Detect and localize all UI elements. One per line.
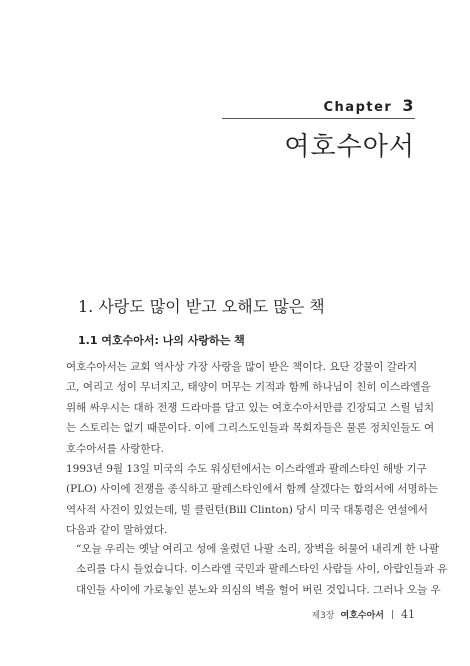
chapter-title: 여호수아서 [284,132,415,162]
page-number: 41 [401,608,415,621]
chapter-divider [222,118,415,119]
paragraph-line: 다음과 같이 말하였다. [66,524,168,537]
paragraph-line: (PLO) 사이에 전쟁을 종식하고 팔레스타인에서 함께 살겠다는 합의서에 서명하는 [66,483,438,496]
paragraph-line: 위해 싸우시는 대하 전쟁 드라마를 담고 있는 여호수아서만큼 긴장되고 스릴 넘치 [66,401,435,414]
quote-line: 소리를 다시 들었습니다. 이스라엘 국민과 팔레스타인 사람들 사이, 아랍인들과 유 [76,563,448,576]
paragraph-line: 호수아서를 사랑한다. [66,442,164,455]
paragraph-line: 는 스토리는 없기 때문이다. 이에 그리스도인들과 목회자들은 물론 정치인들도 여 [66,422,435,435]
quote-line: “오늘 우리는 옛날 여리고 성에 울렸던 나팔 소리, 장벽을 허물어 내리게 한 나팔 [76,543,440,555]
chapter-label [324,96,416,115]
footer-chapter: 제3장 [311,611,335,621]
footer-chapter-title: 여호수아서 [340,611,384,621]
paragraph-line: 1993년 9월 13일 미국의 수도 워싱턴에서는 이스라엘과 팔레스타인 해방 기구 [66,463,427,475]
block-quote [76,539,448,600]
footer-separator [392,610,393,619]
paragraph [66,357,435,459]
paragraph-line: 여호수아서는 교회 역사상 가장 사랑을 많이 받은 책이다. 요단 강물이 갈라지 [66,361,418,373]
quote-line: 대인들 사이에 가로놓인 분노와 의심의 벽을 헐어 버린 것입니다. 그러나 오늘 우 [76,583,441,596]
chapter-word: Chapter [323,100,393,115]
section-title: 1. 사랑도 많이 받고 오해도 많은 책 [78,297,325,316]
chapter-number: 3 [402,96,415,115]
subsection-title: 1.1 여호수아서: 나의 사랑하는 책 [78,334,245,347]
paragraph-line: 고, 여리고 성이 무너지고, 태양이 머무는 기적과 함께 하나님이 친히 이스라엘을 [66,381,431,394]
paragraph-line: 역사적 사건이 있었는데, 빌 클린턴(Bill Clinton) 당시 미국 대통령은 연설에서 [66,503,428,516]
page-footer [311,608,415,621]
paragraph [66,459,438,541]
